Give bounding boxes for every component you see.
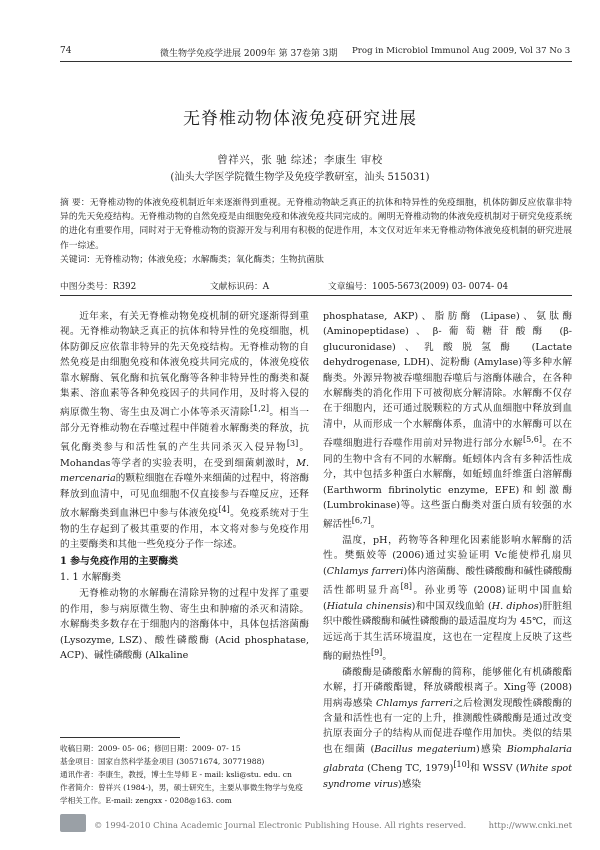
abstract-rule	[60, 295, 572, 296]
received-date: 收稿日期：2009- 05- 06；修回日期：2009- 07- 15	[60, 744, 241, 753]
cnki-logo-icon	[60, 814, 86, 832]
species-name: Chlamys farreri	[326, 565, 404, 577]
clc-number: 中图分类号：R392	[60, 282, 137, 292]
species-name: Biomphalaria glabrata	[323, 743, 572, 775]
species-name: Chlamys farreri	[376, 697, 453, 709]
abstract-text: 无脊椎动物的体液免疫机制近年来逐渐得到重视。无脊椎动物缺乏真正的抗体和特异性的免疫细胞，机体防御反应依靠非特异的先天免疫结构。无脊椎动物的自然免疫是由细胞免疫和体液免疫共同完成的。阐明无脊椎动物的体液免疫机制对于研究免疫系统的进化有重要作用，同时对于无脊椎动物的资源开发与利用有积极的促进作用，本文仅对近年来无脊椎动物体液免疫机制的研究进展作一综述。	[60, 198, 572, 251]
abstract	[60, 196, 572, 267]
classification-line	[60, 279, 572, 292]
citation: [6,7]	[351, 516, 371, 526]
keywords-text: 无脊椎动物；体液免疫；水解酶类；氧化酶类；生物抗菌肽	[95, 254, 324, 265]
affiliation: (汕头大学医学院微生物学及免疫学教研室，汕头 515031)	[170, 172, 430, 183]
species-name: White spot syndrome virus	[323, 763, 573, 790]
citation: [5,6]	[523, 435, 542, 445]
hydrolase-continued-paragraph: phosphatase, AKP)、脂肪酶 (Lipase)、氨肽酶 (Aminopeptidase)、β-葡萄糖苷酸酶 (β-glucuronidase)、乳酸脱氢酶 (Lactate dehydrogenase, LDH)、淀粉酶 (Amylase)等多种水解酶类。外源异物被吞噬细胞吞噬后与溶酶体融合，在各种水解酶类的消化作用下可被彻底分解清除。水解酶不仅存在于细胞内，还可通过脱颗粒的方式从血细胞中释放到血清中，从而形成一个水解酶体系，血清中的水解酶可以在吞噬细胞进行吞噬作用前对异物进行部分水解[5,6]。在不同的生物中含有不同的水解酶。蚯蚓体内含有多种活性成分，其中包括多种蛋白水解酶，如蚯蚓血纤维蛋白溶解酶 (Earthworm fibrinolytic enzyme, EFE)和蚓激酶 (Lumbrokinase)等。这些蛋白酶类对蛋白质有较强的水解活性[6,7]。	[323, 311, 573, 531]
phosphatase-paragraph: 磷酸酶是磷酸酯水解酶的简称，能够催化有机磷酸酯水解，打开磷酸酯键，释放磷酸根离子。Xing等 (2008)用病毒感染 Chlamys farreri之后检测发现酸性磷酸酶的含量和活性也有一定的上升，推测酸性磷酸酶是通过改变抗原表面分子的结构从而促进吞噬作用加快。类似的结果也在细菌 (Bacillus megaterium)感染 Biomphalaria glabrata (Cheng TC, 1979)[10]和 WSSV (White spot syndrome virus)感染	[323, 666, 573, 790]
citation: [3]	[286, 439, 299, 449]
left-column	[60, 309, 309, 664]
temperature-paragraph: 温度，pH，药物等各种理化因素能影响水解酶的活性。樊甄姣等 (2006)通过实验证明 Vc能使栉孔扇贝 (Chlamys farreri)体内溶菌酶、酸性磷酸酶和碱性磷酸酶活性都明显升高[8]。孙业勇等 (2008)证明中国血蛤 (Hiatula chinensis)和中国双线血蛤 (H. diphos)肝脏组织中酸性磷酸酶和碱性磷酸酶的最适温度均为 45℃，而这远远高于其生活环境温度，这也在一定程度上反映了这些酶的耐热性[9]。	[323, 535, 573, 663]
citation: [1,2]	[250, 404, 269, 414]
intro-paragraph: 近年来，有关无脊椎动物免疫机制的研究逐渐得到重视。无脊椎动物缺乏真正的抗体和特异性的免疫细胞，机体防御反应依靠非特异的先天免疫结构。无脊椎动物的自然免疫是由细胞免疫和体液免疫共同完成的，体液免疫依靠水解酶、氧化酶和抗氧化酶等各种非特异性的酶类和凝集素、溶血素等各种免疫因子的共同作用，及时将入侵的病原微生物、寄生虫及凋亡小体等杀灭清除[1,2]。相当一部分无脊椎动物在吞噬过程中伴随着水解酶类的释放，抗氧化酶类参与和活性氧的产生共同杀灭入侵异物[3]。Mohandas等学者的实验表明，在受到细菌刺激时，M. mercenaria的颗粒细胞在吞噬外来细菌的过程中，将溶酶释放到血清中，可见血细胞不仅直接参与吞噬反应，还释放水解酶类到血淋巴中参与体液免疫[4]。免疫系统对于生物的生存起到了极其重要的作用，本文将对参与免疫作用的主要酶类和其他一些免疫分子作一综述。	[60, 311, 310, 551]
citation: [4]	[218, 505, 230, 515]
citation: [8]	[400, 582, 413, 592]
species-name: Hiatula chinensis	[326, 600, 412, 612]
species-name: M. mercenaria	[60, 458, 309, 485]
footnote-rule	[60, 737, 180, 738]
right-column	[323, 309, 572, 792]
abstract-label: 摘 要：	[60, 198, 90, 208]
doc-code: 文献标识码：A	[210, 282, 270, 292]
section-heading-1-1: 1. 1 水解酶类	[60, 572, 121, 584]
article-id: 文章编号：1005-5673(2009) 03- 0074- 04	[328, 282, 509, 292]
footnotes	[60, 742, 310, 807]
citation: [9]	[370, 648, 383, 658]
journal-title-en: Prog in Microbiol Immunol Aug 2009, Vol 37 No 3	[352, 46, 571, 56]
citation: [10]	[453, 760, 470, 770]
copyright-text: © 1994-2010 China Academic Journal Electronic Publishing House. All rights reserved.	[94, 820, 467, 830]
cnki-link[interactable]: http://www.cnki.net	[488, 820, 572, 830]
header-rule	[60, 61, 572, 62]
page-number: 74	[60, 46, 72, 56]
section-heading-1: 1 参与免疫作用的主要酶类	[60, 555, 178, 567]
keywords-label: 关键词：	[60, 254, 96, 265]
journal-title-cn: 微生物学免疫学进展 2009年 第 37卷第 3期	[160, 49, 338, 59]
fund-info: 基金项目：国家自然科学基金项目 (30571674, 30771988)	[60, 757, 265, 766]
hydrolase-paragraph: 无脊椎动物的水解酶在清除异物的过程中发挥了重要的作用，参与病原微生物、寄生虫和肿瘤的杀灭和清除。水解酶类多数存在于细胞内的溶酶体中，具体包括溶菌酶 (Lysozyme, LSZ)、酸性磷酸酶 (Acid phosphatase, ACP)、碱性磷酸酶 (Alkaline	[60, 588, 309, 662]
author-bio: 作者简介：曾祥兴 (1984-)，男，硕士研究生，主要从事微生物学与免疫学相关工作。E-mail: zengxx - 0208@163. com	[60, 783, 303, 805]
species-name: Bacillus megaterium	[374, 743, 476, 755]
species-name: H. diphos	[491, 600, 539, 612]
article-title: 无脊椎动物体液免疫研究进展	[183, 109, 417, 129]
correspondence: 通讯作者：李康生，教授，博士生导师 E - mail: ksli@stu. edu. cn	[60, 770, 292, 779]
authors: 曾祥兴，张 驰 综述；李康生 审校	[217, 154, 383, 166]
